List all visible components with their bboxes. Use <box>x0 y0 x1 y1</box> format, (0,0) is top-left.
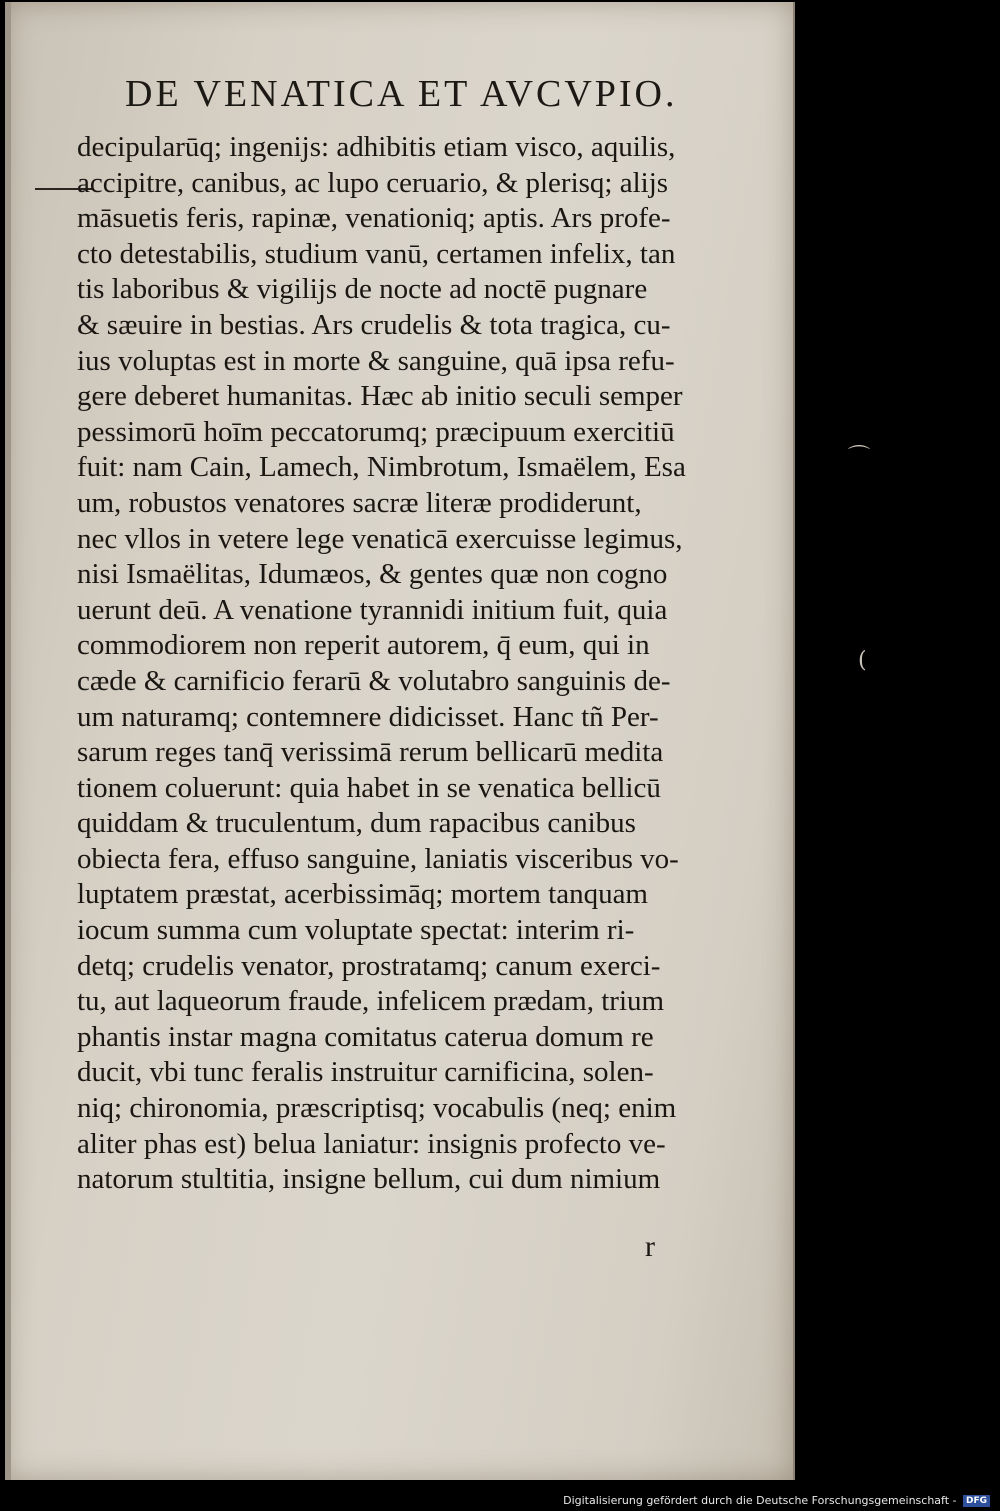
text-line: cto detestabilis, studium vanū, certamen infelix, tan <box>77 237 676 270</box>
text-line: quiddam & truculentum, dum rapacibus canibus <box>77 807 636 840</box>
text-line: cæde & carnificio ferarū & volutabro sanguinis de- <box>77 664 671 697</box>
text-line: tis laboribus & vigilijs de nocte ad noctē pugnare <box>77 273 648 306</box>
text-line: fuit: nam Cain, Lamech, Nimbrotum, Ismaëlem, Esa <box>77 451 686 484</box>
running-head: DE VENATICA ET AVCVPIO. <box>125 73 678 115</box>
text-line: gere deberet humanitas. Hæc ab initio seculi semper <box>77 380 683 413</box>
text-line: decipularūq; ingenijs: adhibitis etiam visco, aquilis, <box>77 131 676 163</box>
text-line: iocum summa cum voluptate spectat: interim ri- <box>77 914 635 947</box>
footer <box>563 1494 990 1507</box>
text-line: tu, aut laqueorum fraude, infelicem prædam, trium <box>77 985 665 1018</box>
text-line: natorum stultitia, insigne bellum, cui dum nimium <box>77 1163 661 1196</box>
text-line: nec vllos in vetere lege venaticā exercuisse legimus, <box>77 522 683 555</box>
text-line: phantis instar magna comitatus caterua domum re <box>77 1020 654 1053</box>
text-line: aliter phas est) belua laniatur: insignis profecto ve- <box>77 1127 666 1160</box>
text-line: commodiorem non reperit autorem, q̄ eum, qui in <box>77 629 650 662</box>
margin-mark: ( <box>858 648 867 673</box>
text-block <box>77 130 777 1198</box>
text-line: māsuetis feris, rapinæ, venationiq; aptis. Ars profe- <box>77 202 671 235</box>
text-line: ius voluptas est in morte & sanguine, quā ipsa refu- <box>77 344 675 377</box>
text-line: sarum reges tanq̄ verissimā rerum bellicarū medita <box>77 736 664 769</box>
footer-text: Digitalisierung gefördert durch die Deutsche Forschungsgemeinschaft - <box>563 1494 957 1507</box>
margin-mark: ⌒ <box>848 445 871 470</box>
text-line: luptatem præstat, acerbissimāq; mortem tanquam <box>77 878 648 911</box>
text-line: niq; chironomia, præscriptisq; vocabulis (neq; enim <box>77 1092 677 1125</box>
text-line: accipitre, canibus, ac lupo ceruario, & plerisq; alijs <box>77 166 669 199</box>
text-line: pessimorū hoīm peccatorumq; præcipuum exercitiū <box>77 415 675 448</box>
text-line: um, robustos venatores sacræ literæ prodiderunt, <box>77 486 642 519</box>
book-page <box>5 2 795 1480</box>
text-line: tionem coluerunt: quia habet in se venatica bellicū <box>77 771 661 804</box>
text-line: uerunt deū. A venatione tyrannidi initium fuit, quia <box>77 593 668 626</box>
text-line: & sæuire in bestias. Ars crudelis & tota tragica, cu- <box>77 308 671 341</box>
text-line: obiecta fera, effuso sanguine, laniatis visceribus vo- <box>77 842 679 875</box>
text-line: ducit, vbi tunc feralis instruitur carnificina, solen- <box>77 1056 654 1089</box>
text-line: detq; crudelis venator, prostratamq; canum exerci- <box>77 949 661 982</box>
page-edge <box>5 2 11 1480</box>
text-line: um naturamq; contemnere didicisset. Hanc tñ Per- <box>77 700 659 733</box>
dfg-logo: DFG <box>963 1495 990 1507</box>
signature-mark: r <box>645 1230 655 1263</box>
text-line: nisi Ismaëlitas, Idumæos, & gentes quæ non cogno <box>77 558 668 591</box>
